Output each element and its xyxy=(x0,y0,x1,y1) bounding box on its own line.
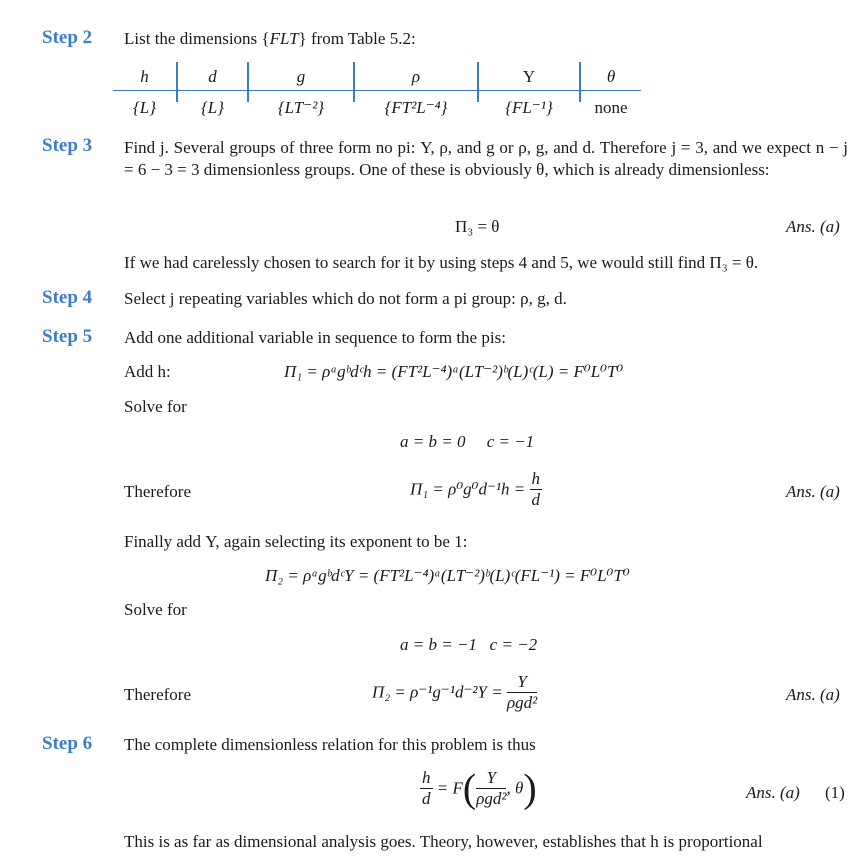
pi2-solution: a = b = −1 c = −2 xyxy=(400,635,538,654)
pi3-answer-label: Ans. (a) xyxy=(786,217,840,236)
step-2-text xyxy=(124,29,416,49)
pi2-fraction xyxy=(507,672,537,713)
table-rule xyxy=(113,90,641,91)
step-6-label: Step 6 xyxy=(42,733,93,754)
pi2-answer-label: Ans. (a) xyxy=(786,685,840,704)
equation-number: (1) xyxy=(825,783,845,802)
step-4-text: Select j repeating variables which do not form a pi group: ρ, g, d. xyxy=(124,289,567,308)
final-lhs-fraction xyxy=(420,768,433,809)
pi1-fraction xyxy=(530,469,543,510)
add-h-label: Add h: xyxy=(124,362,171,381)
finally-add-text: Finally add Υ, again selecting its exponent to be 1: xyxy=(124,532,468,551)
pi2-fraction-numerator: Υ xyxy=(507,672,537,693)
step-2-label: Step 2 xyxy=(42,27,93,48)
solve-for-label-2: Solve for xyxy=(124,600,187,619)
pi2-result-lhs: Π₂ = ρ⁻¹g⁻¹d⁻²Υ = xyxy=(372,682,503,702)
step-2-text-b: FLT xyxy=(269,29,299,48)
final-relation xyxy=(420,765,537,811)
final-lhs-numerator: h xyxy=(422,768,431,787)
table-header-cell: θ xyxy=(606,67,616,86)
closing-text: This is as far as dimensional analysis goes. Theory, however, establishes that h is proportional xyxy=(124,832,763,851)
final-theta: , θ xyxy=(506,778,524,798)
step-5-label: Step 5 xyxy=(42,326,93,347)
table-header-cell: d xyxy=(208,67,217,86)
final-lhs-denominator: d xyxy=(422,789,431,808)
pi3-equation: Π₃ = θ xyxy=(455,217,500,236)
final-inner-numerator: Υ xyxy=(476,768,506,789)
table-dim-cell: {FT²L⁻⁴} xyxy=(384,98,448,117)
therefore-label-1: Therefore xyxy=(124,482,192,501)
close-paren: ) xyxy=(523,765,537,811)
table-dim-cell: {L} xyxy=(200,98,225,117)
step-2-text-a: List the dimensions { xyxy=(124,29,270,48)
pi1-result xyxy=(410,469,542,510)
table-header-cell: h xyxy=(140,67,149,86)
step-6-text: The complete dimensionless relation for this problem is thus xyxy=(124,735,536,754)
final-inner-fraction xyxy=(476,768,506,809)
pi2-dimension-equation: Π₂ = ρᵃgᵇdᶜΥ = (FT²L⁻⁴)ᵃ(LT⁻²)ᵇ(L)ᶜ(FL⁻¹) = F⁰L⁰T⁰ xyxy=(265,566,630,585)
step-4-label: Step 4 xyxy=(42,287,93,308)
step-3-text: Find j. Several groups of three form no pi: Υ, ρ, and g or ρ, g, and d. Therefore j = 3, and we expect n − j = 6 − 3 = 3 dimensionless groups. One of these is obviously θ, which is already dimensionless: xyxy=(124,138,848,179)
pi1-fraction-denominator: d xyxy=(531,490,540,509)
therefore-label-2: Therefore xyxy=(124,685,192,704)
table-dim-cell: none xyxy=(594,98,628,117)
dimension-table xyxy=(113,62,641,122)
step-3-label: Step 3 xyxy=(42,135,93,156)
table-header-cell: Υ xyxy=(522,67,536,86)
pi2-fraction-denominator: ρgd² xyxy=(506,693,538,712)
pi1-answer-label: Ans. (a) xyxy=(786,482,840,501)
solve-for-label-1: Solve for xyxy=(124,397,187,416)
step-2-text-c: } from Table 5.2: xyxy=(298,29,416,48)
step-3-note: If we had carelessly chosen to search for it by using steps 4 and 5, we would still find Π₃ = θ. xyxy=(124,253,759,272)
final-function-symbol: = F xyxy=(436,778,463,798)
final-answer-label: Ans. (a) xyxy=(746,783,800,802)
final-inner-denominator: ρgd² xyxy=(476,789,507,808)
pi1-fraction-numerator: h xyxy=(531,469,540,488)
pi1-solution: a = b = 0 c = −1 xyxy=(400,432,535,451)
pi1-result-lhs: Π₁ = ρ⁰g⁰d⁻¹h = xyxy=(410,479,526,499)
table-header-cell: g xyxy=(296,67,306,86)
table-dim-cell: {LT⁻²} xyxy=(277,98,325,117)
open-paren: ( xyxy=(462,765,477,811)
table-dim-cell: {FL⁻¹} xyxy=(505,98,553,117)
table-dim-cell: {L} xyxy=(132,98,157,117)
pi2-result xyxy=(372,672,537,713)
step-5-text: Add one additional variable in sequence to form the pis: xyxy=(124,328,506,347)
table-header-cell: ρ xyxy=(411,67,421,86)
pi1-dimension-equation: Π₁ = ρᵃgᵇdᶜh = (FT²L⁻⁴)ᵃ(LT⁻²)ᵇ(L)ᶜ(L) = F⁰L⁰T⁰ xyxy=(284,362,624,381)
